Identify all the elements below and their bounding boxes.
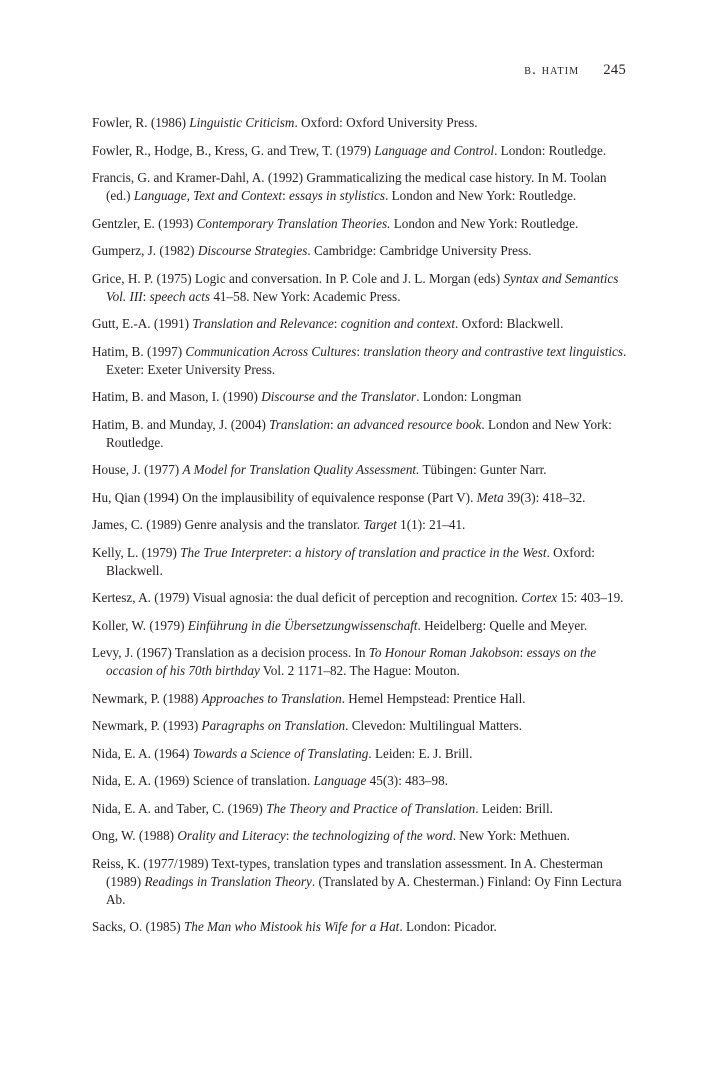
reference-text: . Leiden: Brill. [475,800,553,816]
reference-text: Levy, J. (1967) Translation as a decision process. In [92,645,369,660]
reference-title: Contemporary Translation Theories. [196,215,391,231]
reference-entry [92,617,628,635]
reference-title: The True Interpreter [180,544,289,560]
reference-text: London and New York: Routledge. [390,215,579,231]
reference-text: : [142,288,150,304]
reference-text: Gumperz, J. (1982) [92,243,198,258]
reference-text: . Clevedon: Multilingual Matters. [345,718,523,733]
reference-title: Meta [476,489,504,505]
reference-text: : [282,188,290,203]
reference-entry [92,489,628,507]
reference-entry [92,516,628,534]
reference-entry [92,343,628,379]
reference-title: Discourse and the Translator [261,389,417,404]
page-number: 245 [603,62,626,78]
reference-title: a history of translation and practice in the West [295,544,547,560]
running-header-author: b. hatim [524,62,580,78]
reference-text: : [288,544,296,560]
reference-text: Fowler, R. (1986) [92,115,190,130]
reference-text: 1(1): 21–41. [396,517,466,532]
reference-text: . London and New York: Routledge. [106,416,612,450]
reference-entry [92,388,628,406]
reference-text: Kertesz, A. (1979) Visual agnosia: the dual deficit of perception and recognition. [92,590,522,605]
reference-title: Paragraphs on Translation [201,718,346,733]
reference-text: 41–58. New York: Academic Press. [210,288,401,304]
reference-entry [92,416,628,452]
reference-list [92,114,628,946]
reference-text: Ong, W. (1988) [92,828,178,843]
reference-text: 45(3): 483–98. [366,773,449,788]
reference-text: Newmark, P. (1993) [92,718,202,733]
reference-text: Hu, Qian (1994) On the implausibility of equivalence response (Part V). [92,489,477,505]
reference-text: . London: Routledge. [494,142,607,158]
reference-text: Vol. 2 1171–82. The Hague: Mouton. [259,663,460,678]
reference-title: The Theory and Practice of Translation [266,800,476,816]
reference-title: translation theory and contrastive text linguistics [363,343,624,359]
reference-text: Nida, E. A. (1969) Science of translation. [92,773,314,788]
reference-title: Translation and Relevance [192,316,334,331]
reference-text: . Exeter: Exeter University Press. [106,343,627,377]
reference-text: Nida, E. A. (1964) [92,745,193,761]
reference-title: The Man who Mistook his Wife for a Hat [183,919,400,934]
reference-title: essays in stylistics [289,188,386,203]
reference-text: Nida, E. A. and Taber, C. (1969) [92,800,267,816]
reference-text: Koller, W. (1979) [92,617,188,633]
reference-text: : [285,828,293,843]
reference-title: Syntax and Semantics Vol. III [106,270,619,304]
reference-text: . Oxford: Oxford University Press. [294,115,478,130]
reference-text: Gutt, E.-A. (1991) [92,316,193,331]
reference-text: Hatim, B. (1997) [92,343,186,359]
reference-entry [92,855,628,909]
reference-title: Orality and Literacy [177,828,286,843]
reference-title: Towards a Science of Translating [192,745,369,761]
reference-text: . New York: Methuen. [452,828,570,843]
reference-title: Approaches to Translation [201,690,342,706]
reference-title: Cortex [521,590,558,605]
reference-text: Reiss, K. (1977/1989) Text-types, translation types and translation assessment. In A. Chesterman (1989) [92,855,603,889]
reference-text: : [519,645,527,660]
reference-entry [92,114,628,132]
reference-entry [92,644,628,680]
reference-text: 39(3): 418–32. [503,489,586,505]
reference-title: Language, Text and Context [133,188,283,203]
reference-title: essays on the occasion of his 70th birthday [106,645,597,678]
reference-entry [92,589,628,607]
reference-title: speech acts [149,288,211,304]
reference-text: : [330,416,337,432]
reference-text: . London: Picador. [399,919,497,934]
reference-entry [92,242,628,260]
reference-text: Francis, G. and Kramer-Dahl, A. (1992) Grammaticalizing the medical case history. In M. Toolan (ed.) [92,170,607,203]
reference-entry [92,315,628,333]
reference-title: Language [313,773,367,788]
reference-text: . (Translated by A. Chesterman.) Finland: Oy Finn Lectura Ab. [106,873,622,907]
reference-title: Linguistic Criticism [189,115,295,130]
reference-text: Kelly, L. (1979) [92,544,181,560]
reference-text: Sacks, O. (1985) [92,919,184,934]
reference-text: Hatim, B. and Mason, I. (1990) [92,389,262,404]
reference-title: Language and Control [374,142,495,158]
reference-text: Newmark, P. (1988) [92,690,202,706]
reference-text: . London: Longman [416,389,522,404]
reference-entry [92,142,628,160]
reference-entry [92,690,628,708]
reference-entry [92,827,628,845]
reference-title: cognition and context [340,316,455,331]
reference-title: To Honour Roman Jakobson [368,645,520,660]
reference-text: Fowler, R., Hodge, B., Kress, G. and Trew, T. (1979) [92,142,375,158]
reference-text: James, C. (1989) Genre analysis and the translator. [92,517,364,532]
reference-text: : [333,316,341,331]
reference-text: Gentzler, E. (1993) [92,215,197,231]
reference-entry [92,745,628,763]
reference-text: . London and New York: Routledge. [385,188,577,203]
reference-entry [92,461,628,479]
reference-text: 15: 403–19. [557,590,624,605]
reference-title: Translation [269,416,330,432]
reference-text: . Leiden: E. J. Brill. [368,745,473,761]
reference-text: . Heidelberg: Quelle and Meyer. [417,617,588,633]
reference-text: House, J. (1977) [92,462,183,477]
reference-title: Communication Across Cultures [185,343,357,359]
reference-text: : [356,343,364,359]
reference-title: Discourse Strategies [197,243,308,258]
reference-title: the technologizing of the word [292,828,453,843]
reference-text: Tübingen: Gunter Narr. [419,462,547,477]
reference-entry [92,215,628,233]
reference-entry [92,772,628,790]
reference-entry [92,270,628,306]
running-header [524,62,626,79]
reference-entry [92,918,628,936]
reference-text: . Hemel Hempstead: Prentice Hall. [341,690,526,706]
reference-title: Readings in Translation Theory [144,873,312,889]
reference-title: A Model for Translation Quality Assessment. [182,462,420,477]
reference-text: . Cambridge: Cambridge University Press. [307,243,532,258]
reference-text: . Oxford: Blackwell. [106,544,595,578]
reference-entry [92,717,628,735]
reference-text: . Oxford: Blackwell. [454,316,564,331]
reference-title: an advanced resource book [336,416,482,432]
reference-text: Grice, H. P. (1975) Logic and conversation. In P. Cole and J. L. Morgan (eds) [92,270,504,286]
reference-entry [92,169,628,205]
reference-title: Einführung in die Übersetzungwissenschaft [187,617,418,633]
reference-title: Target [363,517,397,532]
reference-entry [92,800,628,818]
reference-entry [92,544,628,580]
reference-text: Hatim, B. and Munday, J. (2004) [92,416,270,432]
